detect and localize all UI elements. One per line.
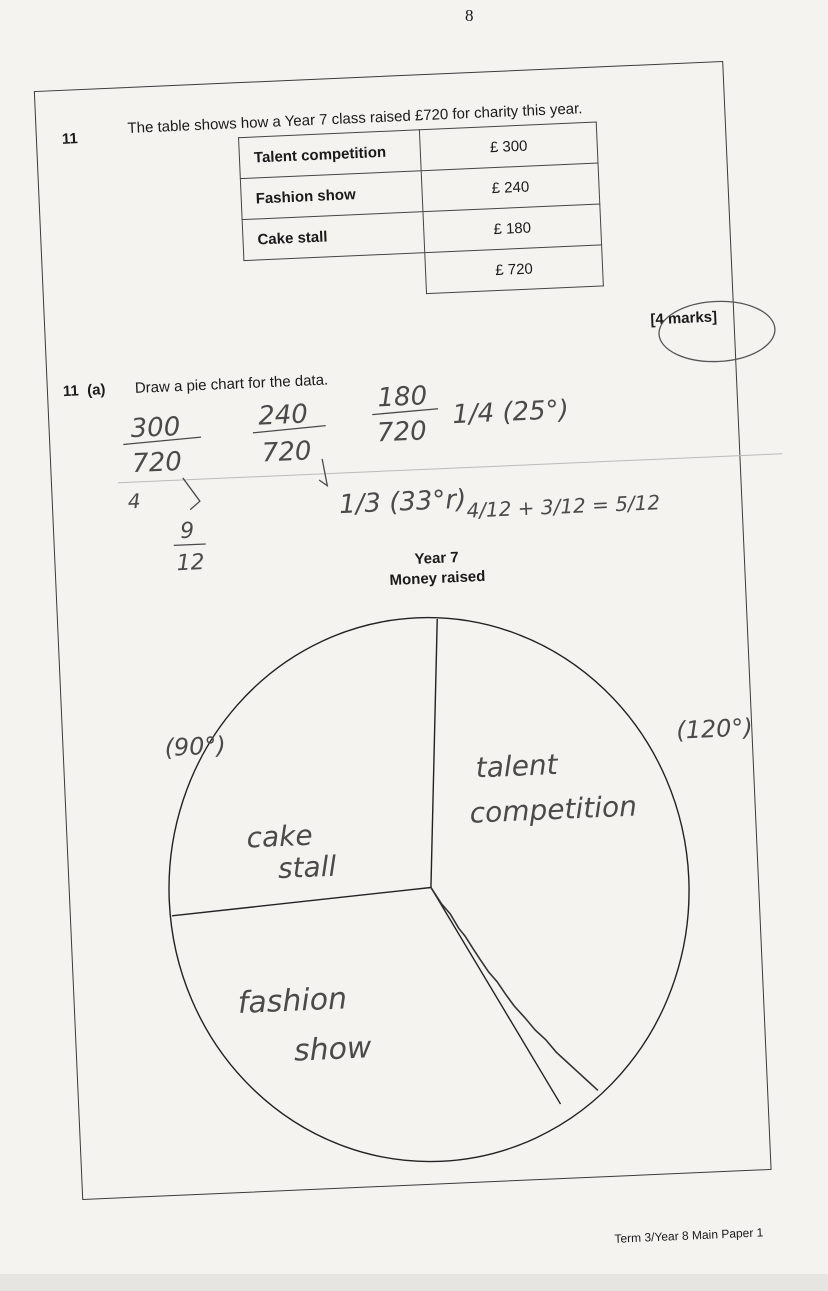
svg-text:720: 720 <box>261 436 313 469</box>
row-value: £ 180 <box>423 204 602 253</box>
pie-radius-scribble <box>431 881 598 1098</box>
marks-circle <box>658 299 777 364</box>
svg-text:4: 4 <box>127 488 142 514</box>
pie-radius <box>431 882 561 1109</box>
svg-text:(120°): (120°) <box>675 713 754 745</box>
part-text: Draw a pie chart for the data. <box>134 371 329 397</box>
svg-text:competition: competition <box>469 789 638 830</box>
svg-text:1/4 (25°): 1/4 (25°) <box>451 395 570 431</box>
svg-text:fashion: fashion <box>237 981 348 1022</box>
page-number: 8 <box>465 6 474 25</box>
svg-text:180: 180 <box>376 381 428 414</box>
row-value: £ 300 <box>419 122 598 171</box>
svg-text:720: 720 <box>376 416 428 449</box>
row-label: Talent competition <box>239 130 422 179</box>
question-text: The table shows how a Year 7 class raised £720 for charity this year. <box>127 100 583 138</box>
svg-text:cake: cake <box>245 818 314 855</box>
svg-text:9: 9 <box>179 518 195 545</box>
handwritten-working <box>121 368 767 1075</box>
marks-label: [4 marks] <box>650 308 718 329</box>
svg-text:talent: talent <box>475 747 559 785</box>
part-number: 11 (a) <box>62 381 106 401</box>
footer-text: Term 3/Year 8 Main Paper 1 <box>614 1225 764 1246</box>
svg-text:240: 240 <box>257 399 309 432</box>
pie-radius <box>171 887 431 915</box>
row-value: £ 240 <box>421 163 600 212</box>
pie-circle <box>157 607 700 1173</box>
question-number: 11 <box>61 130 79 148</box>
svg-text:4/12 + 3/12 = 5/12: 4/12 + 3/12 = 5/12 <box>466 490 661 523</box>
svg-text:12: 12 <box>176 550 206 577</box>
svg-text:1/3 (33°r): 1/3 (33°r) <box>338 484 467 521</box>
chart-title: Year 7 Money raised <box>389 548 486 590</box>
svg-text:show: show <box>293 1030 373 1069</box>
total-value: £ 720 <box>425 245 604 294</box>
svg-text:300: 300 <box>130 412 181 445</box>
pie-radius <box>419 619 449 888</box>
row-label: Fashion show <box>240 171 423 220</box>
row-label: Cake stall <box>242 212 425 261</box>
svg-text:720: 720 <box>131 446 183 480</box>
ruled-line <box>118 454 782 483</box>
svg-text:(90°): (90°) <box>163 731 227 762</box>
svg-text:stall: stall <box>277 849 337 886</box>
